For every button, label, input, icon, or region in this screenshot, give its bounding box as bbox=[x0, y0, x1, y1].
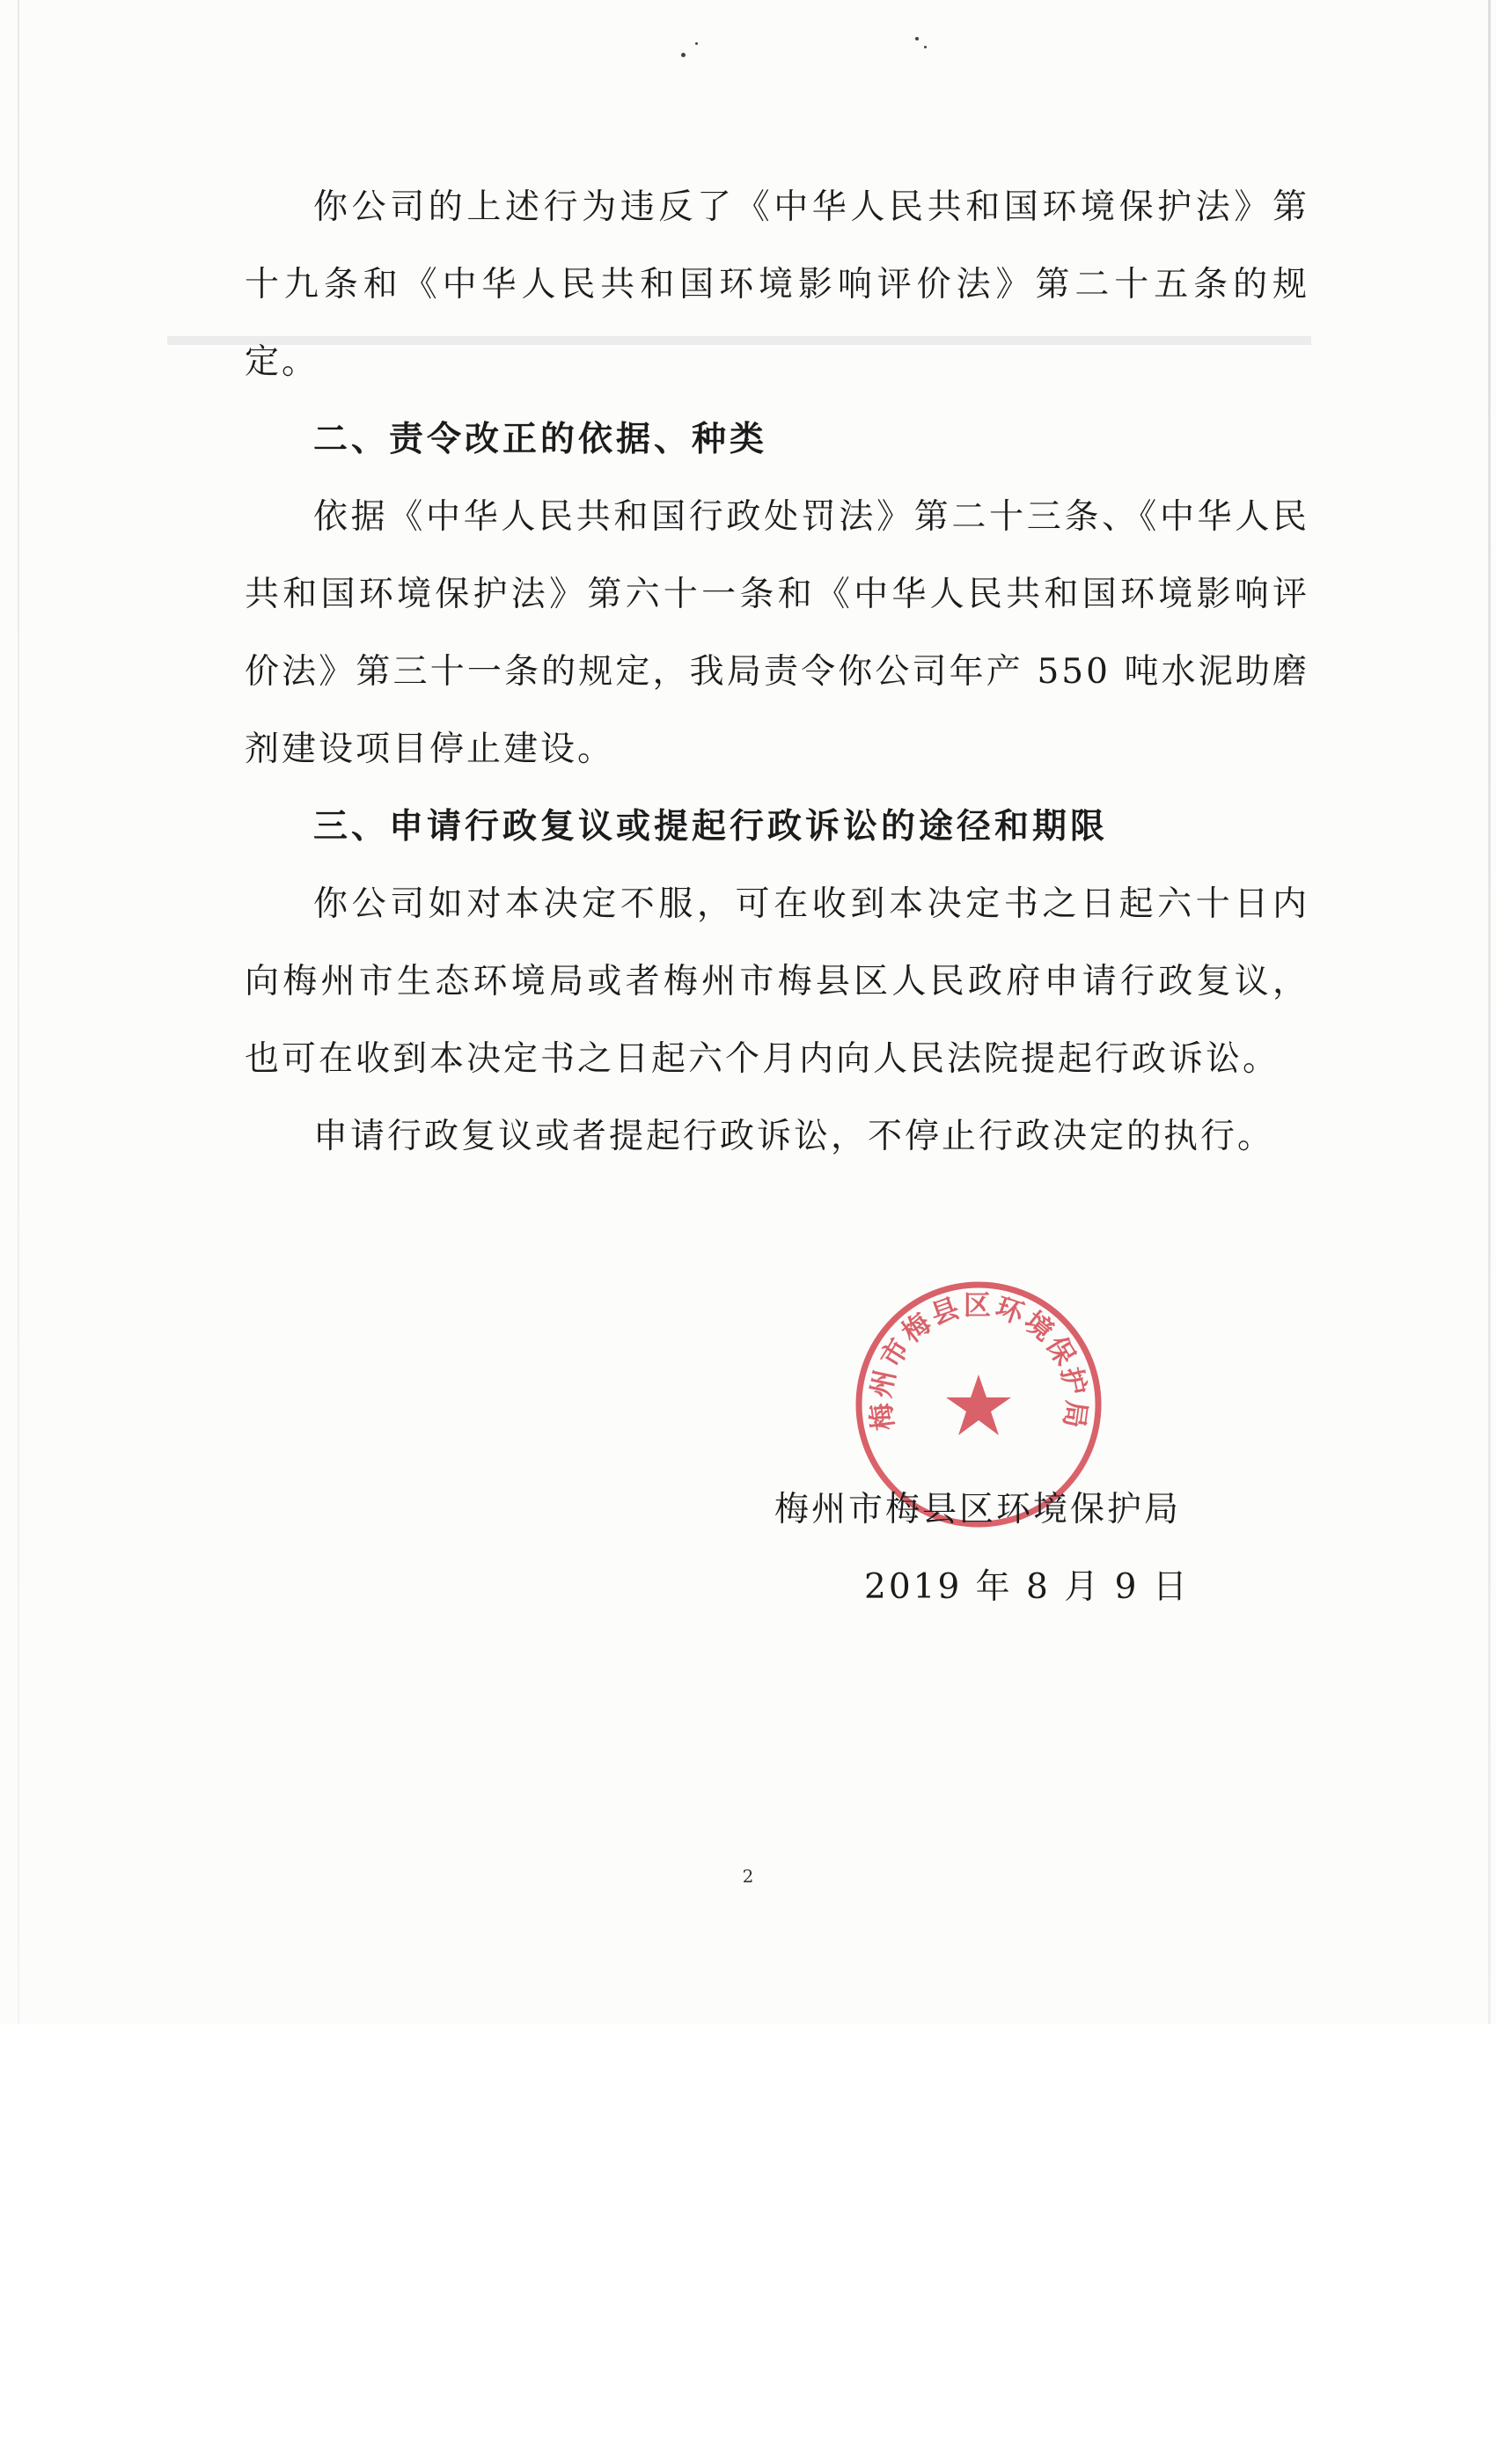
section-heading: 二、责令改正的依据、种类 bbox=[313, 420, 768, 459]
scan-speck bbox=[681, 53, 686, 57]
issue-date: 2019 年 8 月 9 日 bbox=[864, 1567, 1190, 1607]
paragraph: 你公司的上述行为违反了《中华人民共和国环境保护法》第十九条和《中华人民共和国环境影响评价法》第二十五条的规定。 bbox=[245, 187, 1309, 382]
paragraph: 申请行政复议或者提起行政诉讼，不停止行政决定的执行。 bbox=[313, 1117, 1275, 1156]
scan-speck bbox=[915, 37, 919, 40]
scan-speck bbox=[924, 46, 927, 48]
document-body bbox=[245, 169, 1309, 1176]
signature-block bbox=[774, 1471, 1232, 1626]
scan-edge-right bbox=[1488, 0, 1491, 2024]
scan-edge-left bbox=[18, 0, 19, 2024]
scan-speck bbox=[695, 42, 698, 45]
issuing-organization: 梅州市梅县区环境保护局 bbox=[774, 1490, 1182, 1529]
paragraph: 你公司如对本决定不服，可在收到本决定书之日起六十日内向梅州市生态环境局或者梅州市梅县区人民政府申请行政复议，也可在收到本决定书之日起六个月内向人民法院提起行政诉讼。 bbox=[245, 884, 1309, 1079]
paragraph: 依据《中华人民共和国行政处罚法》第二十三条、《中华人民共和国环境保护法》第六十一条和《中华人民共和国环境影响评价法》第三十一条的规定，我局责令你公司年产 550 吨水泥助磨剂建设项目停止建设。 bbox=[245, 497, 1309, 769]
seal-star-icon bbox=[946, 1375, 1011, 1435]
seal-text: 梅州市梅县区环境保护局 bbox=[864, 1290, 1093, 1433]
section-heading: 三、申请行政复议或提起行政诉讼的途径和期限 bbox=[313, 807, 1109, 847]
page-number: 2 bbox=[742, 1866, 754, 1887]
